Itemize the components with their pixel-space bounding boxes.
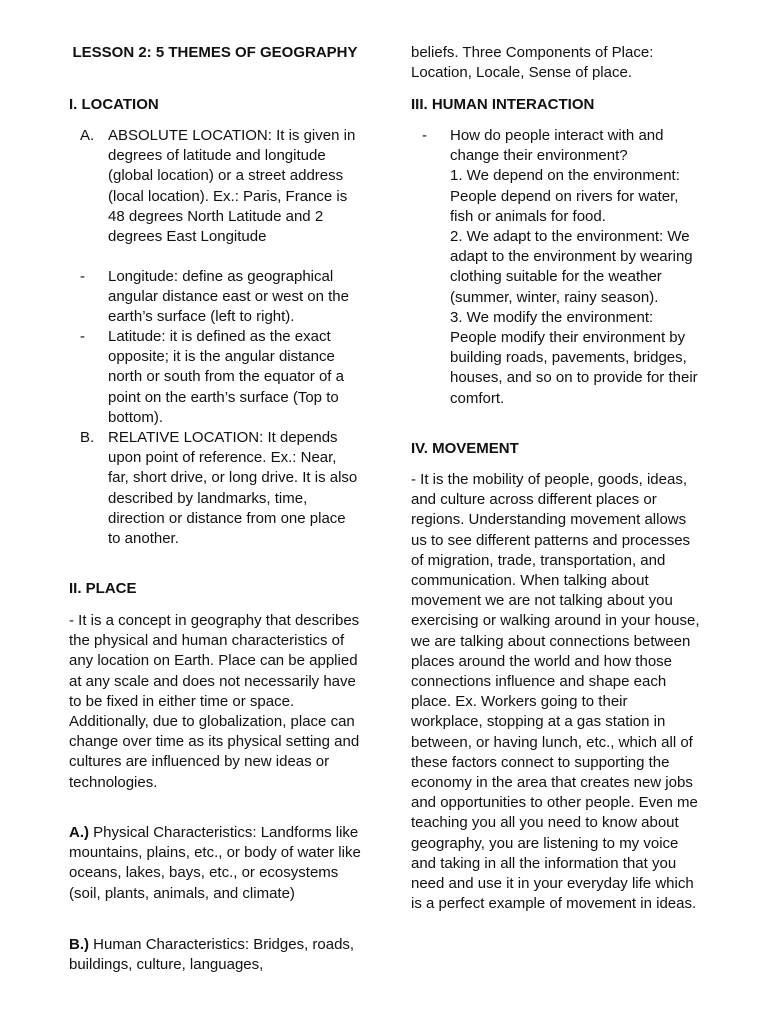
movement-text: - It is the mobility of people, goods, ideas, and culture across different places or regions. Understanding movement allows us to see different patterns and processes of migration, trade, transportation, and communication. When talking about movement we are not talking about you exercising or walking around in your house, we are talking about connections between places around the world and how those connections influence and shape each place. Ex. Workers going to their workplace, stopping at a gas station in between, or having lunch, etc., which all of these factors connect to supporting the economy in the area that creates new jobs and opportunities to other people. Even me teaching you all you need to know about geography, you are listening to my voice and taking in all the information that you need and use it in your everyday life which is a perfect example of movement in ideas.: [411, 471, 700, 913]
physical-label: A.): [69, 824, 89, 841]
list-item: [411, 126, 703, 409]
human-characteristics: [69, 935, 361, 975]
latitude-text: Latitude: it is defined as the exact opposite; it is the angular distance north or south from the equator of a point on the earth’s surface (Top to bottom).: [108, 328, 344, 426]
list-item: [69, 267, 361, 328]
physical-characteristics: [69, 823, 361, 904]
longitude-text: Longitude: define as geographical angular distance east or west on the earth’s surface (left to right).: [108, 268, 349, 326]
place-continued: beliefs. Three Components of Place: Location, Locale, Sense of place.: [411, 44, 654, 82]
human-text: Human Characteristics: Bridges, roads, buildings, culture, languages,: [69, 936, 355, 974]
list-item: [69, 428, 361, 549]
page-title: LESSON 2: 5 THEMES OF GEOGRAPHY: [72, 44, 358, 61]
human-label: B.): [69, 936, 89, 953]
place-heading: II. PLACE: [69, 580, 137, 597]
absolute-location-text: ABSOLUTE LOCATION: It is given in degrees of latitude and longitude (global location) or a street address (local location). Ex.: Paris, France is 48 degrees North Latitude and 2 degrees East Longitude: [108, 127, 356, 246]
list-marker: B.: [80, 429, 95, 446]
list-marker: -: [80, 328, 85, 345]
physical-text: Physical Characteristics: Landforms like mountains, plains, etc., or body of water like oceans, lakes, bays, etc., or ecosystems (soil, plants, animals, and climate): [69, 824, 361, 902]
list-item: [69, 126, 361, 247]
list-marker: -: [80, 268, 85, 285]
list-marker: -: [422, 127, 427, 144]
list-item: [69, 327, 361, 428]
movement-heading: IV. MOVEMENT: [411, 440, 519, 457]
interaction-point-1: 1. We depend on the environment: People depend on rivers for water, fish or animals for food.: [450, 167, 680, 225]
interaction-question: How do people interact with and change their environment?: [450, 127, 664, 165]
human-interaction-heading: III. HUMAN INTERACTION: [411, 96, 595, 113]
interaction-point-3: 3. We modify the environment: People modify their environment by building roads, pavements, bridges, houses, and so on to provide for their comfort.: [450, 308, 698, 407]
interaction-point-2: 2. We adapt to the environment: We adapt to the environment by wearing clothing suitable for the weather (summer, winter, rainy season).: [450, 228, 693, 306]
relative-location-text: RELATIVE LOCATION: It depends upon point of reference. Ex.: Near, far, short drive, or long drive. It is also described by landmarks, time, direction or distance from one place to another.: [108, 429, 358, 548]
list-marker: A.: [80, 127, 95, 144]
place-intro: - It is a concept in geography that describes the physical and human characteristics of any location on Earth. Place can be applied at any scale and does not necessarily have to be fixed in either time or space. Additionally, due to globalization, place can change over time as its physical setting and cultures are influenced by new ideas or technologies.: [69, 612, 360, 791]
location-heading: I. LOCATION: [69, 96, 159, 113]
